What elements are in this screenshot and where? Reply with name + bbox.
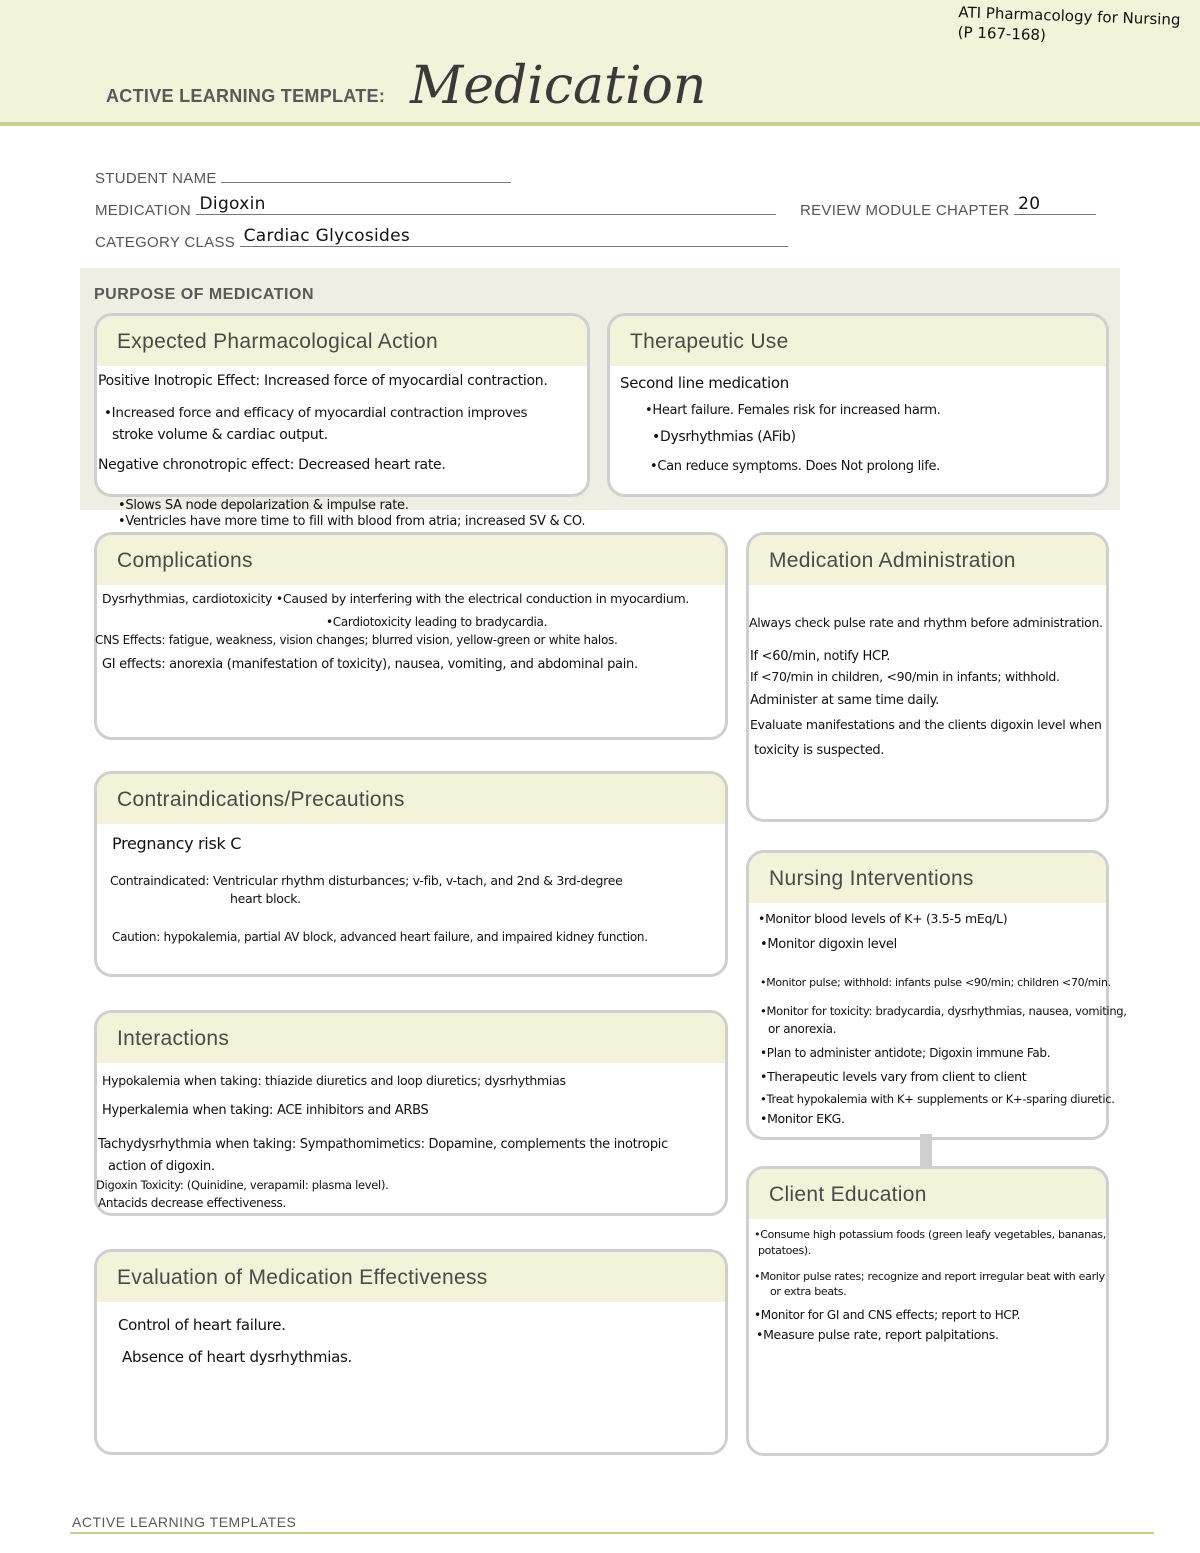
note-line: •Treat hypokalemia with K+ supplements or K+-sparing diuretic. bbox=[760, 1092, 1115, 1106]
note-line: toxicity is suspected. bbox=[754, 743, 885, 758]
reference-note-line: (P 167-168) bbox=[957, 23, 1047, 45]
review-module-field[interactable] bbox=[1014, 194, 1096, 215]
student-name-label: STUDENT NAME bbox=[95, 170, 217, 187]
contraindications-title: Contraindications/Precautions bbox=[117, 788, 405, 811]
note-line: Tachydysrhythmia when taking: Sympathomimetics: Dopamine, complements the inotropic bbox=[98, 1137, 668, 1152]
note-line: •Consume high potassium foods (green leafy vegetables, bananas, bbox=[754, 1228, 1106, 1241]
note-line: •Monitor blood levels of K+ (3.5-5 mEq/L) bbox=[758, 911, 1008, 926]
header-divider bbox=[0, 122, 1200, 126]
note-line: •Increased force and efficacy of myocardial contraction improves bbox=[104, 405, 528, 421]
note-line: •Can reduce symptoms. Does Not prolong life. bbox=[650, 459, 941, 474]
medication-field[interactable] bbox=[196, 194, 776, 215]
page-title: Medication bbox=[410, 56, 707, 116]
therapeutic-use-title: Therapeutic Use bbox=[630, 330, 789, 353]
note-line: Caution: hypokalemia, partial AV block, advanced heart failure, and impaired kidney function. bbox=[112, 930, 648, 944]
note-line: •Cardiotoxicity leading to bradycardia. bbox=[326, 615, 548, 629]
note-line: Contraindicated: Ventricular rhythm disturbances; v-fib, v-tach, and 2nd & 3rd-degree bbox=[110, 873, 623, 888]
note-line: Antacids decrease effectiveness. bbox=[98, 1196, 286, 1210]
note-line: Administer at same time daily. bbox=[750, 693, 940, 708]
note-line: •Heart failure. Females risk for increased harm. bbox=[645, 403, 941, 418]
medication-row bbox=[95, 194, 776, 219]
expected-action-title: Expected Pharmacological Action bbox=[117, 330, 438, 353]
box-connector bbox=[920, 1134, 932, 1166]
review-module-value: 20 bbox=[1018, 194, 1041, 214]
medication-administration-title: Medication Administration bbox=[769, 549, 1016, 572]
note-line: action of digoxin. bbox=[108, 1159, 215, 1174]
note-line: •Measure pulse rate, report palpitations. bbox=[756, 1327, 999, 1342]
note-line: Absence of heart dysrhythmias. bbox=[122, 1348, 352, 1366]
category-class-row bbox=[95, 226, 788, 251]
reference-note bbox=[957, 2, 1180, 50]
evaluation-title: Evaluation of Medication Effectiveness bbox=[117, 1266, 488, 1289]
note-line: •Ventricles have more time to fill with blood from atria; increased SV & CO. bbox=[118, 514, 586, 529]
review-module-label: REVIEW MODULE CHAPTER bbox=[800, 202, 1010, 219]
student-name-row bbox=[95, 166, 511, 187]
note-line: Second line medication bbox=[620, 374, 789, 392]
note-line: or extra beats. bbox=[770, 1285, 847, 1298]
student-name-field[interactable] bbox=[221, 166, 511, 183]
note-line: Digoxin Toxicity: (Quinidine, verapamil: plasma level). bbox=[96, 1178, 389, 1192]
note-line: Hypokalemia when taking: thiazide diuretics and loop diuretics; dysrhythmias bbox=[102, 1073, 566, 1088]
medication-value: Digoxin bbox=[199, 194, 266, 214]
template-label: ACTIVE LEARNING TEMPLATE: bbox=[106, 86, 386, 106]
nursing-interventions-title: Nursing Interventions bbox=[769, 867, 974, 890]
note-line: CNS Effects: fatigue, weakness, vision changes; blurred vision, yellow-green or white halos. bbox=[95, 633, 618, 647]
note-line: •Monitor for GI and CNS effects; report to HCP. bbox=[754, 1308, 1021, 1322]
note-line: •Monitor digoxin level bbox=[760, 937, 897, 952]
note-line: •Monitor pulse; withhold: infants pulse <90/min; children <70/min. bbox=[760, 976, 1111, 989]
note-line: Dysrhythmias, cardiotoxicity •Caused by interfering with the electrical conduction in myocardium. bbox=[102, 591, 689, 606]
note-line: heart block. bbox=[230, 891, 301, 906]
note-line: or anorexia. bbox=[768, 1022, 837, 1036]
note-line: Always check pulse rate and rhythm before administration. bbox=[749, 615, 1103, 630]
complications-title: Complications bbox=[117, 549, 253, 572]
note-line: •Monitor EKG. bbox=[760, 1111, 845, 1126]
note-line: Negative chronotropic effect: Decreased heart rate. bbox=[98, 457, 446, 473]
note-line: If <70/min in children, <90/min in infants; withhold. bbox=[750, 669, 1060, 684]
note-line: stroke volume & cardiac output. bbox=[112, 427, 328, 443]
note-line: •Slows SA node depolarization & impulse rate. bbox=[118, 498, 409, 513]
client-education-title: Client Education bbox=[769, 1183, 927, 1206]
medication-label: MEDICATION bbox=[95, 202, 192, 219]
note-line: Hyperkalemia when taking: ACE inhibitors and ARBS bbox=[102, 1103, 429, 1118]
note-line: Pregnancy risk C bbox=[112, 834, 242, 853]
category-class-label: CATEGORY CLASS bbox=[95, 234, 236, 251]
footer-text: ACTIVE LEARNING TEMPLATES bbox=[72, 1514, 297, 1530]
note-line: Control of heart failure. bbox=[118, 1316, 286, 1334]
note-line: GI effects: anorexia (manifestation of toxicity), nausea, vomiting, and abdominal pain. bbox=[102, 657, 638, 672]
review-module-row bbox=[800, 194, 1096, 219]
footer-divider bbox=[70, 1532, 1154, 1534]
note-line: •Therapeutic levels vary from client to client bbox=[760, 1069, 1027, 1084]
category-class-field[interactable] bbox=[240, 226, 788, 247]
interactions-title: Interactions bbox=[117, 1027, 230, 1050]
category-class-value: Cardiac Glycosides bbox=[243, 226, 411, 246]
reference-note-line: ATI Pharmacology for Nursing bbox=[958, 3, 1181, 29]
purpose-title: PURPOSE OF MEDICATION bbox=[94, 286, 314, 303]
note-line: •Dysrhythmias (AFib) bbox=[652, 429, 796, 445]
note-line: potatoes). bbox=[758, 1244, 812, 1257]
note-line: •Monitor for toxicity: bradycardia, dysrhythmias, nausea, vomiting, bbox=[760, 1004, 1127, 1018]
note-line: Positive Inotropic Effect: Increased force of myocardial contraction. bbox=[98, 373, 548, 389]
note-line: Evaluate manifestations and the clients digoxin level when bbox=[750, 717, 1102, 732]
note-line: If <60/min, notify HCP. bbox=[750, 649, 891, 664]
note-line: •Plan to administer antidote; Digoxin immune Fab. bbox=[760, 1046, 1051, 1060]
note-line: •Monitor pulse rates; recognize and report irregular beat with early bbox=[754, 1270, 1105, 1283]
